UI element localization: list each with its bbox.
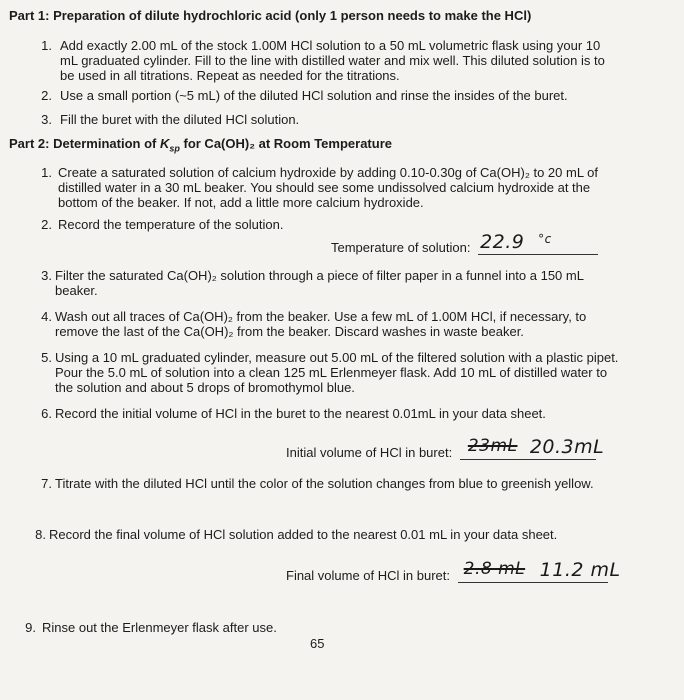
- part2-title: Part 2: Determination of $K_{sp}$ for Ca(OH)₂ at Room Temperature: [9, 136, 392, 154]
- part1-step2-text: Use a small portion (~5 mL) of the diluted HCl solution and rinse the insides of the buret.: [60, 88, 568, 103]
- temperature-unit-mark: °c: [538, 232, 552, 246]
- page-number: 65: [310, 636, 325, 651]
- initial-volume-label: Initial volume of HCl in buret:: [286, 445, 453, 460]
- step-number: 8.: [35, 527, 46, 542]
- step-number: 1.: [41, 165, 52, 180]
- part1-step3-text: Fill the buret with the diluted HCl solution.: [60, 112, 300, 127]
- initial-volume-field: [286, 436, 605, 460]
- final-volume-handwritten: 11.2 mL: [539, 559, 621, 581]
- part1-title: Part 1: Preparation of dilute hydrochloric acid (only 1 person needs to make the HCl): [9, 8, 532, 23]
- part2-step5-text: Using a 10 mL graduated cylinder, measure out 5.00 mL of the filtered solution with a plastic pipet. Pour the 5.0 mL of solution into a clean 125 mL Erlenmeyer flask. Add 10 mL of distilled water to the solution and about 5 drops of bromothymol blue.: [55, 350, 619, 395]
- part2-step8-text: Record the final volume of HCl solution added to the nearest 0.01 mL in your data sheet.: [49, 527, 558, 542]
- temperature-blank[interactable]: [478, 231, 598, 255]
- part1-step1-text: Add exactly 2.00 mL of the stock 1.00M HCl solution to a 50 mL volumetric flask using your 10 mL graduated cylinder. Fill to the line with distilled water and mix well. This diluted solution is to be used in all titrations. Repeat as needed for the titrations.: [60, 38, 605, 83]
- part2-step1-text: Create a saturated solution of calcium hydroxide by adding 0.10-0.30g of Ca(OH)₂ to 20 mL of distilled water in a 30 mL beaker. You should see some undissolved calcium hydroxide at the bottom of the beaker. If not, add a little more calcium hydroxide.: [58, 165, 599, 210]
- step-number: 2.: [41, 217, 52, 232]
- step-number: 1.: [41, 38, 52, 53]
- part2-step7-text: Titrate with the diluted HCl until the color of the solution changes from blue to greenish yellow.: [55, 476, 594, 491]
- final-volume-field: [286, 559, 621, 583]
- part2-step3-text: Filter the saturated Ca(OH)₂ solution through a piece of filter paper in a funnel into a 150 mL beaker.: [55, 268, 584, 298]
- initial-volume-handwritten: 20.3mL: [529, 436, 605, 458]
- part2-step4-text: Wash out all traces of Ca(OH)₂ from the beaker. Use a few mL of 1.00M HCl, if necessary, to remove the last of the Ca(OH)₂ from the beaker. Discard washes in waste beaker.: [55, 309, 587, 339]
- initial-volume-blank[interactable]: [460, 436, 605, 460]
- step-number: 2.: [41, 88, 52, 103]
- step-number: 5.: [41, 350, 52, 365]
- step-number: 4.: [41, 309, 52, 324]
- step-number: 6.: [41, 406, 52, 421]
- step-number: 3.: [41, 268, 52, 283]
- final-volume-blank[interactable]: [458, 559, 621, 583]
- part2-step6-text: Record the initial volume of HCl in the buret to the nearest 0.01mL in your data sheet.: [55, 406, 546, 421]
- step-number: 7.: [41, 476, 52, 491]
- temperature-label: Temperature of solution:: [331, 240, 471, 255]
- part2-step2-text: Record the temperature of the solution.: [58, 217, 284, 232]
- temperature-handwritten: 22.9: [480, 231, 525, 253]
- part2-step9-text: Rinse out the Erlenmeyer flask after use.: [42, 620, 277, 635]
- initial-volume-crossed: 23mL: [467, 436, 518, 456]
- temperature-field: [331, 231, 598, 255]
- final-volume-crossed: 2.8 mL: [463, 559, 526, 579]
- final-volume-label: Final volume of HCl in buret:: [286, 568, 451, 583]
- step-number: 3.: [41, 112, 52, 127]
- step-number: 9.: [25, 620, 36, 635]
